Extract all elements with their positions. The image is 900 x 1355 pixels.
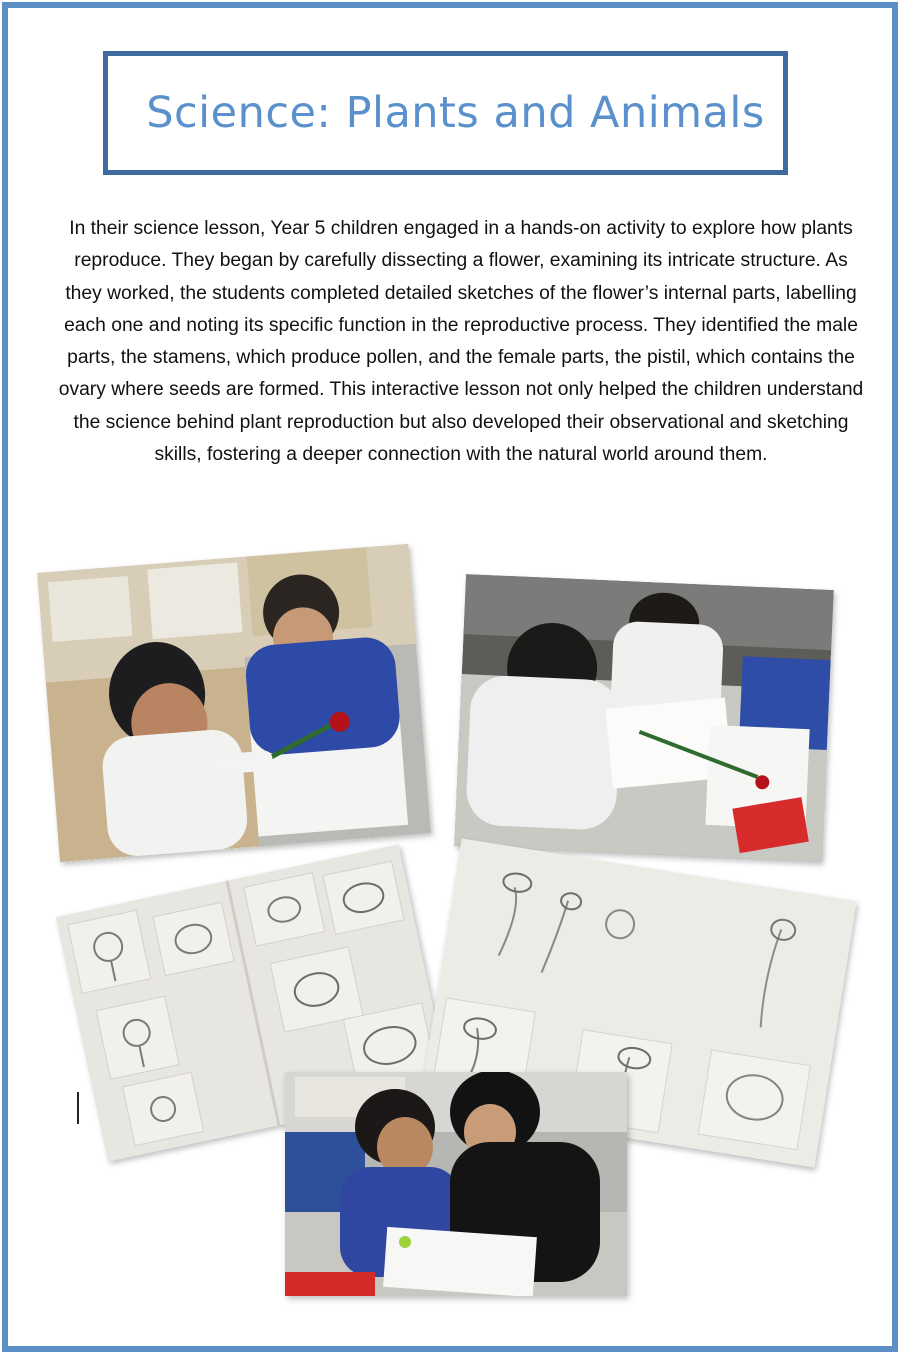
title-box: [103, 51, 788, 175]
page-title: Science: Plants and Animals: [146, 88, 765, 138]
article-text: In their science lesson, Year 5 children engaged in a hands-on activity to explore how plants reproduce. They began by carefully dissecting a flower, examining its intricate structure. As they worked, the students completed detailed sketches of the flower’s internal parts, labelling each one and noting its specific function in the reproductive process. They identified the male parts, the stamens, which produce pollen, and the female parts, the pistil, which contains the ovary where seeds are formed. This interactive lesson not only helped the children understand the science behind plant reproduction but also developed their observational and sketching skills, fostering a deeper connection with the natural world around them.: [58, 218, 864, 466]
photo-girls-sketching: [285, 1072, 627, 1296]
photo-boys-dissecting-rose: [37, 544, 431, 862]
photo-boys-sketching: [454, 574, 834, 862]
text-cursor: [77, 1092, 79, 1124]
